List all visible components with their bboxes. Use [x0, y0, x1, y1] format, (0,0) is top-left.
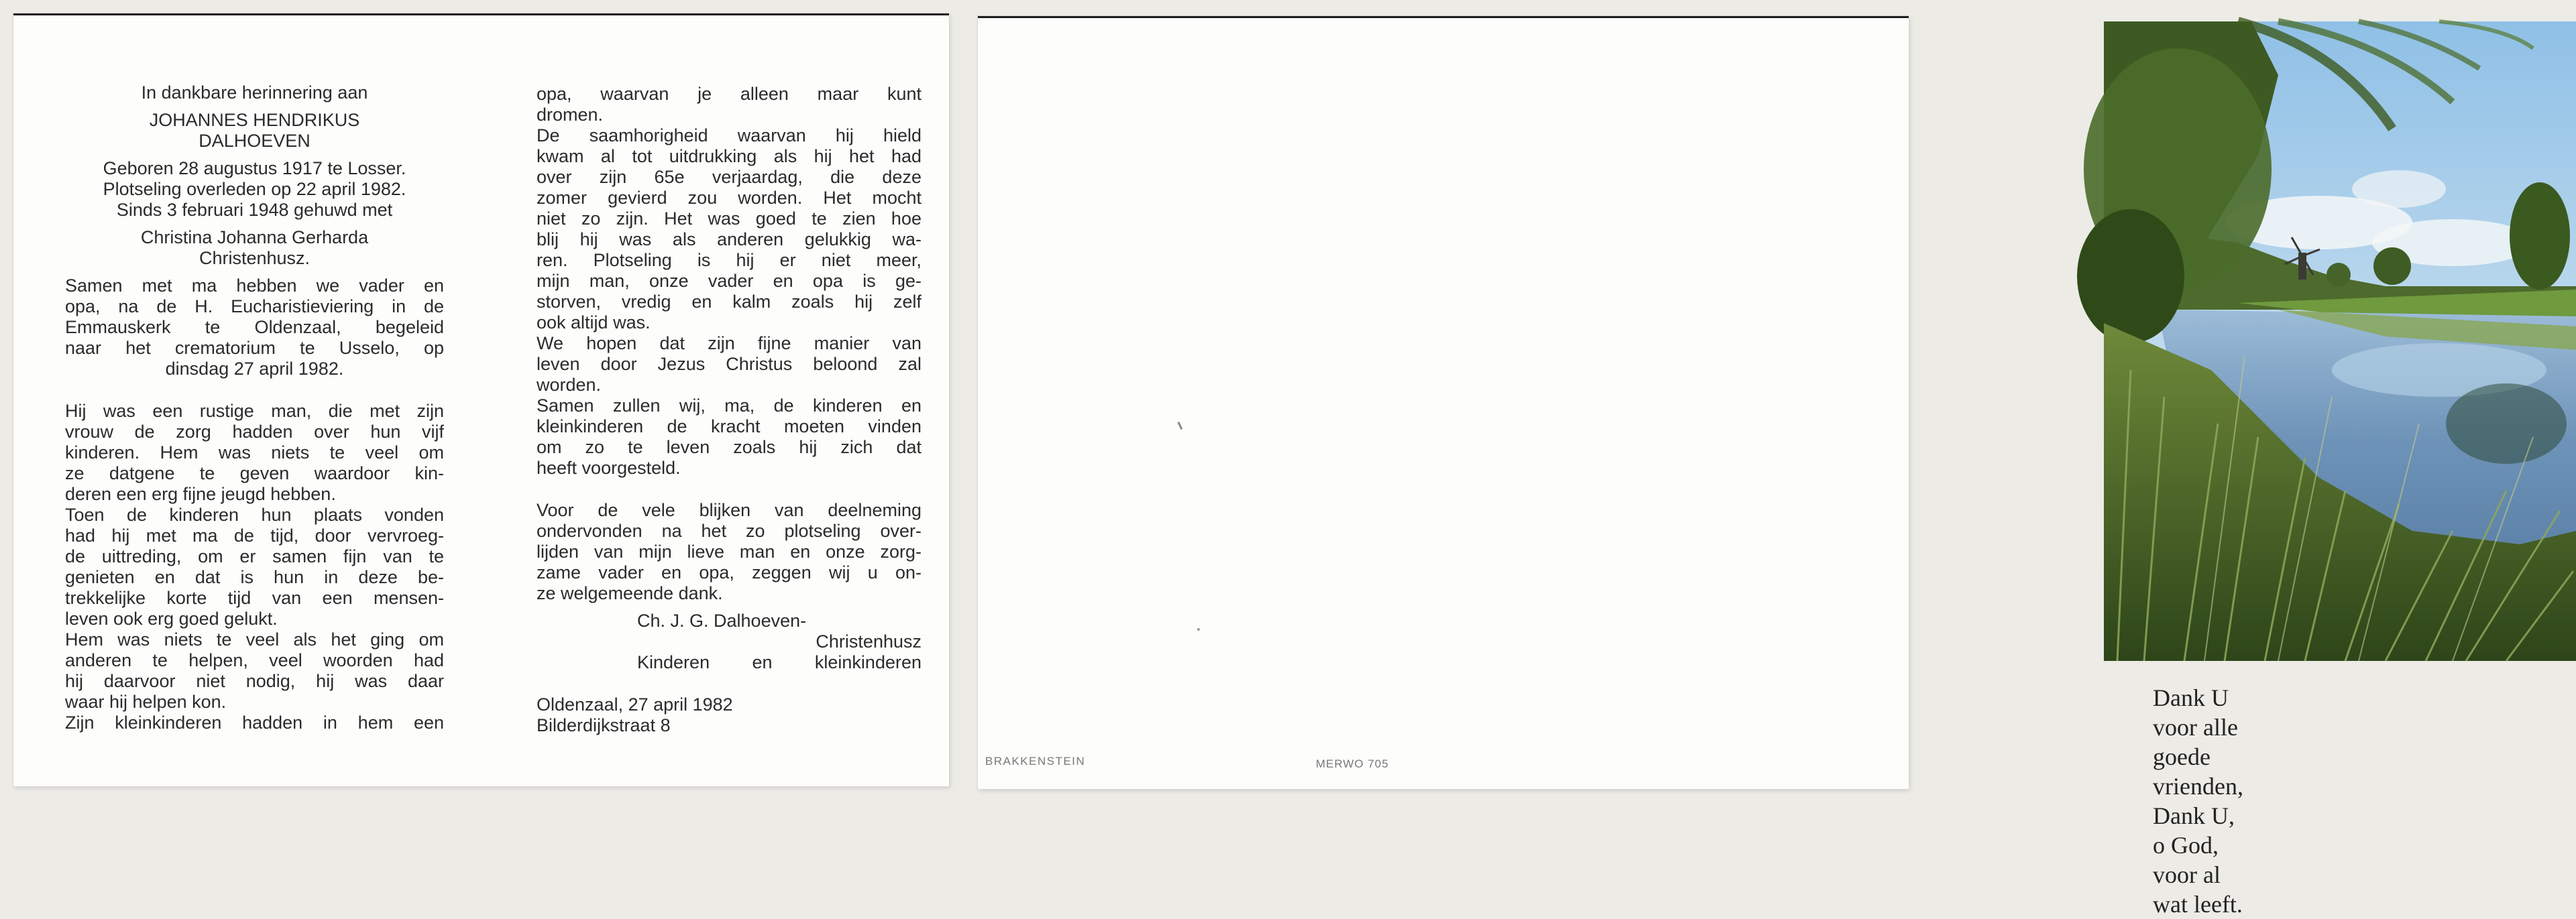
text-line: Samen zullen wij, ma, de kinderen en [537, 395, 921, 416]
text-line: kleinkinderen de kracht moeten vinden [537, 416, 921, 436]
marriage-line: Sinds 3 februari 1948 gehuwd met [116, 200, 393, 220]
text-line: Hij was een rustige man, die met zijn [65, 401, 444, 421]
poem-line2: Dank U, o God, voor al wat leeft. [2153, 802, 2243, 918]
intro-line: In dankbare herinnering aan [141, 82, 368, 103]
text-line-last: leven ook erg goed gelukt. [65, 609, 278, 629]
text-line: De saamhorigheid waarvan hij hield [537, 125, 921, 145]
thanks-line: Voor de vele blijken van deelneming [537, 500, 921, 520]
service-line: Samen met ma hebben we vader en [65, 275, 444, 296]
text-line-last: ook altijd was. [537, 312, 651, 332]
signature-line1: Ch. J. G. Dalhoeven- [637, 611, 807, 631]
text-column-left [65, 82, 444, 733]
thanks-line-last: ze welgemeende dank. [537, 583, 723, 603]
thanks-line: lijden van mijn lieve man en onze zorg- [537, 542, 921, 562]
text-line: trekkelijke korte tijd van een mensen- [65, 588, 444, 608]
address: Bilderdijkstraat 8 [537, 715, 671, 735]
text-line: niet zo zijn. Het was goed te zien hoe [537, 208, 921, 229]
text-line: vrouw de zorg hadden over hun vijf [65, 422, 444, 442]
text-line-last: dromen. [537, 105, 604, 125]
text-line: kwam al tot uitdrukking als hij het had [537, 146, 921, 166]
paper-speck [1197, 628, 1200, 631]
text-line: Toen de kinderen hun plaats vonden [65, 505, 444, 525]
service-line: opa, na de H. Eucharistieviering in de [65, 296, 444, 316]
text-line: de uittreding, om er samen fijn van te [65, 546, 444, 566]
death-line: Plotseling overleden op 22 april 1982. [103, 179, 406, 199]
text-line: blij hij was als anderen gelukkig wa- [537, 229, 921, 249]
memorial-card-text-panel [13, 13, 949, 786]
text-line: mijn man, onze vader en opa is ge- [537, 271, 921, 291]
paper-speck [1178, 422, 1183, 430]
spouse-name-line1: Christina Johanna Gerharda [140, 227, 369, 247]
memorial-card-photo-panel [978, 16, 2243, 918]
poem-line1: Dank U voor alle goede vrienden, [2153, 684, 2243, 800]
printer-credit-right: MERWO 705 [1316, 757, 1389, 770]
text-line: We hopen dat zijn fijne manier van [537, 333, 921, 353]
text-line: zomer gevierd zou worden. Het mocht [537, 188, 921, 208]
text-line: Zijn kleinkinderen hadden in hem een [65, 713, 444, 733]
text-line-last: deren een erg fijne jeugd hebben. [65, 484, 336, 504]
deceased-name-line2: DALHOEVEN [199, 131, 311, 151]
printer-credit-left: BRAKKENSTEIN [985, 755, 1086, 768]
text-line: leven door Jezus Christus beloond zal [537, 354, 921, 374]
spouse-name-line2: Christenhusz. [199, 248, 311, 268]
landscape-photo [2104, 21, 2576, 661]
text-line: ze datgene te geven waardoor kin- [65, 463, 444, 483]
thanks-line: zame vader en opa, zeggen wij u on- [537, 562, 921, 583]
text-line: hij daarvoor niet nodig, hij was daar [65, 671, 444, 691]
text-line: over zijn 65e verjaardag, die deze [537, 167, 921, 187]
service-line: Emmauskerk te Oldenzaal, begeleid [65, 317, 444, 337]
text-line: storven, vredig en kalm zoals hij zelf [537, 292, 921, 312]
text-line: kinderen. Hem was niets te veel om [65, 442, 444, 463]
birth-line: Geboren 28 augustus 1917 te Losser. [103, 158, 406, 178]
text-line-last: waar hij helpen kon. [65, 692, 227, 712]
text-line: opa, waarvan je alleen maar kunt [537, 84, 921, 104]
text-line: ren. Plotseling is hij er niet meer, [537, 250, 921, 270]
service-line-last: dinsdag 27 april 1982. [165, 359, 344, 379]
text-line-last: heeft voorgesteld. [537, 458, 681, 478]
service-line: naar het crematorium te Usselo, op [65, 338, 444, 358]
poem-text [2153, 683, 2243, 919]
text-column-right [537, 84, 921, 736]
text-line: Hem was niets te veel als het ging om [65, 629, 444, 650]
signature-line3: Kinderen en kleinkinderen [637, 652, 921, 672]
text-line: had hij met ma de tijd, door vervroeg- [65, 526, 444, 546]
text-line-last: worden. [537, 375, 602, 395]
text-line: om zo te leven zoals hij zich dat [537, 437, 921, 457]
deceased-name-line1: JOHANNES HENDRIKUS [149, 110, 360, 130]
place-date: Oldenzaal, 27 april 1982 [537, 694, 733, 715]
text-line: genieten en dat is hun in deze be- [65, 567, 444, 587]
text-line: anderen te helpen, veel woorden had [65, 650, 444, 670]
signature-line2: Christenhusz [816, 631, 921, 652]
thanks-line: ondervonden na het zo plotseling over- [537, 521, 921, 541]
